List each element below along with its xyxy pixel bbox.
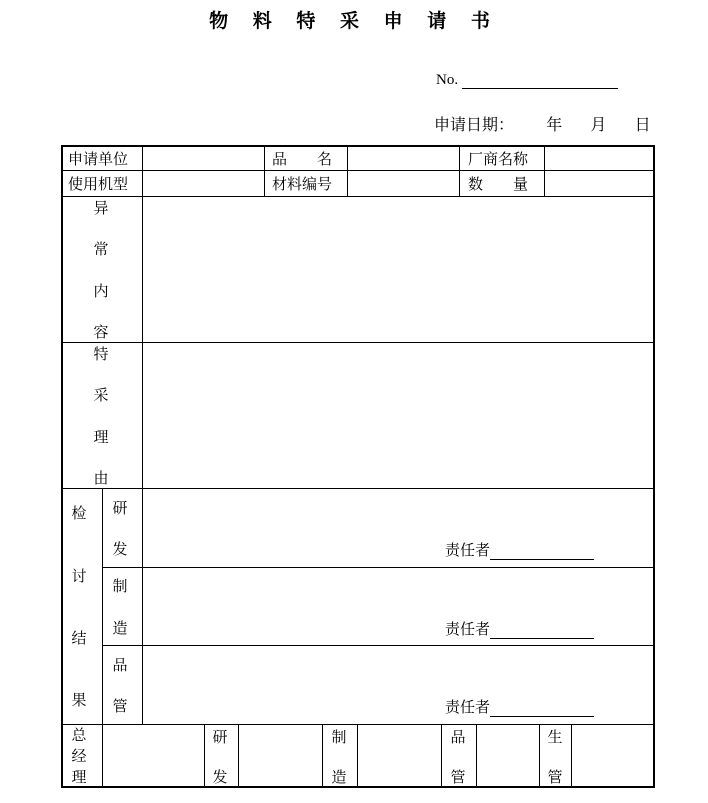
grid-line (142, 145, 143, 488)
grid-line (61, 724, 655, 725)
grid-line (357, 724, 358, 788)
review-label-char: 检 (71, 504, 87, 522)
review-qc-char: 管 (112, 697, 128, 715)
gm-prod-char: 生 (547, 728, 563, 746)
grid-line (61, 196, 655, 197)
responsible-label: 责任者 (445, 620, 491, 638)
vendor-name-label: 厂商名称 (468, 150, 529, 168)
date-label: 申请日期： (434, 115, 515, 134)
form-table (61, 145, 655, 788)
review-label-char: 结 (71, 629, 87, 647)
application-date (434, 112, 651, 135)
date-month: 月 (590, 115, 607, 134)
date-day: 日 (634, 115, 651, 134)
grid-line (61, 488, 655, 489)
qc-responsible (445, 696, 594, 717)
abnormal-label-char: 内 (93, 282, 109, 300)
review-mfg-char: 制 (112, 577, 128, 595)
reason-label-char: 理 (93, 428, 109, 446)
no-field[interactable] (462, 74, 618, 89)
grid-line (204, 724, 205, 788)
grid-line (102, 488, 103, 724)
qc-responsible-field[interactable] (490, 702, 594, 717)
grid-line (61, 170, 655, 171)
rd-responsible-field[interactable] (490, 545, 594, 560)
responsible-label: 责任者 (445, 698, 491, 716)
gm-rd-char: 研 (212, 728, 228, 746)
gm-label-char: 经 (71, 747, 87, 765)
grid-line (102, 724, 103, 788)
grid-line (459, 145, 460, 196)
grid-line (322, 724, 323, 788)
no-label: No. (436, 72, 459, 88)
abnormal-label-char: 容 (93, 323, 109, 341)
reason-label-char: 由 (93, 469, 109, 487)
gm-prod-char: 管 (547, 768, 563, 786)
applicant-unit-label: 申请单位 (68, 150, 129, 168)
abnormal-label-char: 异 (93, 199, 109, 217)
grid-line (61, 342, 655, 343)
quantity-label: 数 量 (468, 175, 529, 193)
page-title: 物 料 特 采 申 请 书 (209, 10, 499, 32)
gm-label-char: 理 (71, 768, 87, 786)
gm-label-char: 总 (71, 726, 87, 744)
form-number (436, 72, 618, 89)
product-name-label: 品 名 (272, 150, 333, 168)
review-mfg-char: 造 (112, 619, 128, 637)
gm-qc-char: 品 (450, 728, 466, 746)
responsible-label: 责任者 (445, 541, 491, 559)
grid-line (571, 724, 572, 788)
grid-line (102, 567, 655, 568)
gm-qc-char: 管 (450, 768, 466, 786)
grid-line (441, 724, 442, 788)
rd-responsible (445, 539, 594, 560)
review-rd-char: 发 (112, 540, 128, 558)
grid-line (347, 145, 348, 196)
gm-mfg-char: 造 (331, 768, 347, 786)
review-rd-char: 研 (112, 499, 128, 517)
grid-line (238, 724, 239, 788)
review-qc-char: 品 (112, 656, 128, 674)
mfg-responsible-field[interactable] (490, 624, 594, 639)
reason-label-char: 采 (93, 386, 109, 404)
grid-line (102, 645, 655, 646)
grid-line (264, 145, 265, 196)
grid-line (476, 724, 477, 788)
grid-line (544, 145, 545, 196)
gm-rd-char: 发 (212, 768, 228, 786)
date-year: 年 (546, 115, 563, 134)
grid-line (142, 488, 143, 724)
review-label-char: 果 (71, 691, 87, 709)
gm-mfg-char: 制 (331, 728, 347, 746)
machine-model-label: 使用机型 (68, 175, 129, 193)
abnormal-label-char: 常 (93, 240, 109, 258)
material-code-label: 材料编号 (272, 175, 333, 193)
grid-line (539, 724, 540, 788)
mfg-responsible (445, 618, 594, 639)
review-label-char: 讨 (71, 567, 87, 585)
reason-label-char: 特 (93, 345, 109, 363)
